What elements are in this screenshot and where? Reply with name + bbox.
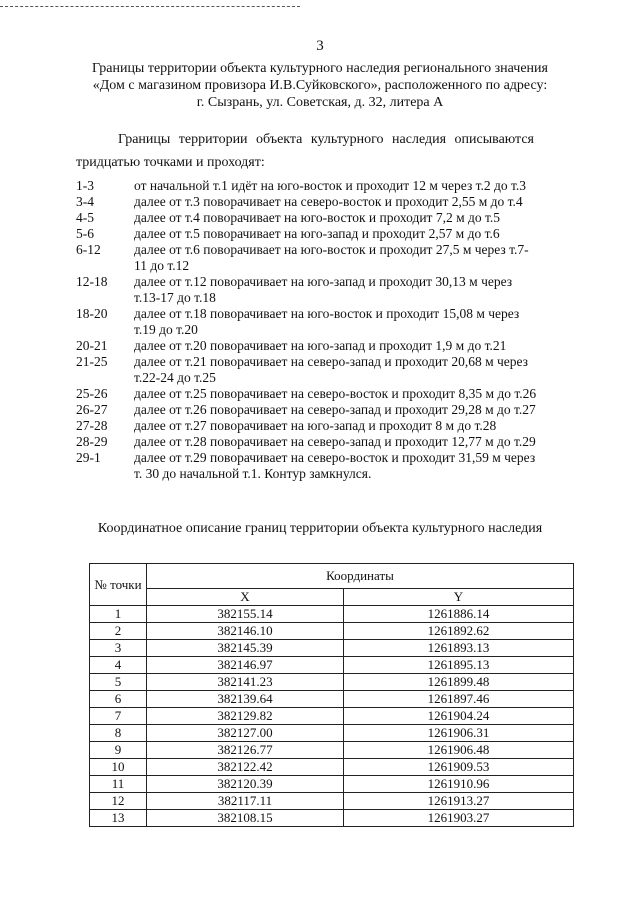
- coordinates-table: [89, 563, 574, 827]
- top-scan-border: [0, 6, 300, 7]
- x-coordinate-cell: 382141.23: [147, 674, 344, 691]
- segment-row: [76, 290, 596, 306]
- y-coordinate-cell: 1261892.62: [344, 623, 574, 640]
- segment-text: далее от т.4 поворачивает на юго-восток и проходит 7,2 м до т.5: [134, 210, 500, 225]
- table-row: [90, 793, 574, 810]
- segment-text: далее от т.25 поворачивает на северо-восток и проходит 8,35 м до т.26: [134, 386, 537, 401]
- segment-row: [76, 370, 596, 386]
- segment-row: [76, 338, 596, 354]
- segment-row: [76, 258, 596, 274]
- y-coordinate-cell: 1261899.48: [344, 674, 574, 691]
- segment-text: далее от т.5 поворачивает на юго-запад и проходит 2,57 м до т.6: [134, 226, 500, 241]
- segment-range: 6-12: [76, 242, 101, 257]
- segment-row: [76, 354, 596, 370]
- point-number-cell: 8: [90, 725, 147, 742]
- x-coordinate-cell: 382145.39: [147, 640, 344, 657]
- segment-row: [76, 178, 596, 194]
- point-number-cell: 4: [90, 657, 147, 674]
- segment-range: 5-6: [76, 226, 94, 241]
- segment-text: т.13-17 до т.18: [134, 290, 216, 305]
- page-number: 3: [316, 38, 324, 54]
- coordinates-table-body: [90, 606, 574, 827]
- segment-range: 20-21: [76, 338, 108, 353]
- segment-range: 18-20: [76, 306, 108, 321]
- x-coordinate-cell: 382155.14: [147, 606, 344, 623]
- header-line: Границы территории объекта культурного наследия регионального значения: [92, 61, 548, 76]
- point-number-cell: 11: [90, 776, 147, 793]
- segment-range: [76, 370, 134, 386]
- y-coordinate-cell: 1261897.46: [344, 691, 574, 708]
- point-number-cell: 2: [90, 623, 147, 640]
- segment-text: далее от т.20 поворачивает на юго-запад и проходит 1,9 м до т.21: [134, 338, 507, 353]
- segment-text: далее от т.3 поворачивает на северо-восток и проходит 2,55 м до т.4: [134, 194, 523, 209]
- point-number-cell: 1: [90, 606, 147, 623]
- segment-row: [76, 466, 596, 482]
- segment-row: [76, 322, 596, 338]
- boundary-segments-list: [76, 178, 596, 482]
- point-number-cell: 3: [90, 640, 147, 657]
- segment-text: т.22-24 до т.25: [134, 370, 216, 385]
- x-coordinate-cell: 382146.10: [147, 623, 344, 640]
- coordinates-title: Координатное описание границ территории объекта культурного наследия: [97, 521, 543, 536]
- segment-range: 3-4: [76, 194, 94, 209]
- table-row: [90, 776, 574, 793]
- table-row: [90, 810, 574, 827]
- segment-text: далее от т.18 поворачивает на юго-восток и проходит 15,08 м через: [134, 306, 520, 321]
- x-coordinate-cell: 382108.15: [147, 810, 344, 827]
- segment-text: далее от т.26 поворачивает на северо-запад и проходит 29,28 м до т.27: [134, 402, 536, 417]
- x-coordinate-cell: 382122.42: [147, 759, 344, 776]
- table-row: [90, 742, 574, 759]
- segment-row: [76, 434, 596, 450]
- segment-range: 25-26: [76, 386, 108, 401]
- table-row: [90, 606, 574, 623]
- segment-range: 1-3: [76, 178, 94, 193]
- table-row: [90, 725, 574, 742]
- header-line: «Дом с магазином провизора И.В.Суйковского», расположенного по адресу:: [92, 78, 548, 93]
- y-coordinate-cell: 1261903.27: [344, 810, 574, 827]
- segment-row: [76, 418, 596, 434]
- x-coordinate-cell: 382126.77: [147, 742, 344, 759]
- segment-row: [76, 210, 596, 226]
- segment-range: 26-27: [76, 402, 108, 417]
- segment-range: 4-5: [76, 210, 94, 225]
- segment-row: [76, 306, 596, 322]
- y-coordinate-cell: 1261904.24: [344, 708, 574, 725]
- table-row: [90, 674, 574, 691]
- x-coordinate-cell: 382120.39: [147, 776, 344, 793]
- y-coordinate-cell: 1261906.48: [344, 742, 574, 759]
- intro-line: Границы территории объекта культурного наследия описываются: [118, 132, 534, 147]
- point-number-cell: 10: [90, 759, 147, 776]
- segment-text: далее от т.29 поворачивает на северо-восток и проходит 31,59 м через: [134, 450, 536, 465]
- header-line: г. Сызрань, ул. Советская, д. 32, литера А: [196, 95, 444, 110]
- segment-range: [76, 322, 134, 338]
- segment-range: 21-25: [76, 354, 108, 369]
- column-header-coordinates: Координаты: [147, 564, 574, 589]
- segment-row: [76, 242, 596, 258]
- intro-line: тридцатью точками и проходят:: [76, 155, 265, 170]
- segment-text: далее от т.12 поворачивает на юго-запад и проходит 30,13 м через: [134, 274, 513, 289]
- segment-range: [76, 466, 134, 482]
- segment-range: 28-29: [76, 434, 108, 449]
- segment-row: [76, 274, 596, 290]
- segment-row: [76, 226, 596, 242]
- document-header: [70, 60, 570, 111]
- segment-text: 11 до т.12: [134, 258, 190, 273]
- point-number-cell: 5: [90, 674, 147, 691]
- x-coordinate-cell: 382139.64: [147, 691, 344, 708]
- table-row: [90, 708, 574, 725]
- segment-text: далее от т.27 поворачивает на юго-запад и проходит 8 м до т.28: [134, 418, 497, 433]
- table-row: [90, 691, 574, 708]
- y-coordinate-cell: 1261895.13: [344, 657, 574, 674]
- table-row: [90, 657, 574, 674]
- segment-row: [76, 402, 596, 418]
- column-header-y: Y: [344, 589, 574, 606]
- x-coordinate-cell: 382127.00: [147, 725, 344, 742]
- x-coordinate-cell: 382146.97: [147, 657, 344, 674]
- point-number-cell: 6: [90, 691, 147, 708]
- y-coordinate-cell: 1261910.96: [344, 776, 574, 793]
- segment-text: от начальной т.1 идёт на юго-восток и проходит 12 м через т.2 до т.3: [134, 178, 527, 193]
- segment-range: 27-28: [76, 418, 108, 433]
- column-header-point: № точки: [90, 564, 147, 606]
- segment-range: [76, 290, 134, 306]
- x-coordinate-cell: 382117.11: [147, 793, 344, 810]
- segment-text: далее от т.28 поворачивает на северо-запад и проходит 12,77 м до т.29: [134, 434, 536, 449]
- segment-range: [76, 258, 134, 274]
- point-number-cell: 9: [90, 742, 147, 759]
- segment-range: 12-18: [76, 274, 108, 289]
- column-header-x: X: [147, 589, 344, 606]
- segment-row: [76, 386, 596, 402]
- table-row: [90, 640, 574, 657]
- y-coordinate-cell: 1261886.14: [344, 606, 574, 623]
- y-coordinate-cell: 1261909.53: [344, 759, 574, 776]
- y-coordinate-cell: 1261913.27: [344, 793, 574, 810]
- segment-text: далее от т.6 поворачивает на юго-восток и проходит 27,5 м через т.7-: [134, 242, 529, 257]
- segment-row: [76, 450, 596, 466]
- point-number-cell: 12: [90, 793, 147, 810]
- segment-text: далее от т.21 поворачивает на северо-запад и проходит 20,68 м через: [134, 354, 529, 369]
- table-row: [90, 623, 574, 640]
- segment-range: 29-1: [76, 450, 101, 465]
- x-coordinate-cell: 382129.82: [147, 708, 344, 725]
- table-row: [90, 759, 574, 776]
- segment-row: [76, 194, 596, 210]
- y-coordinate-cell: 1261893.13: [344, 640, 574, 657]
- segment-text: т. 30 до начальной т.1. Контур замкнулся.: [134, 466, 372, 481]
- y-coordinate-cell: 1261906.31: [344, 725, 574, 742]
- point-number-cell: 7: [90, 708, 147, 725]
- segment-text: т.19 до т.20: [134, 322, 198, 337]
- point-number-cell: 13: [90, 810, 147, 827]
